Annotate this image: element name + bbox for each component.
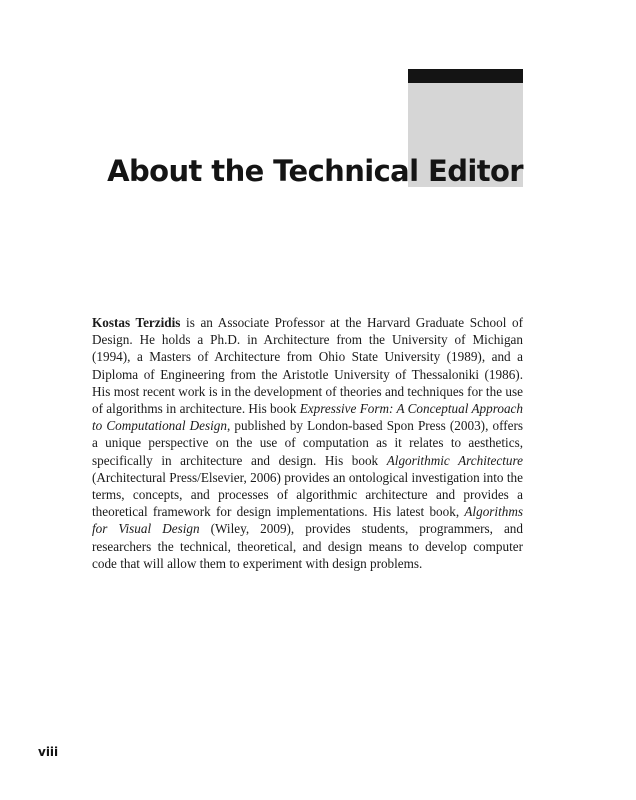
bio-text-3: (Architectural Press/Elsevier, 2006) provides an ontological investigation into the terms, concepts, and processes of algorithmic architecture and provides a theoretical framework for design implementations. His latest book, — [92, 469, 523, 520]
chapter-header-bar — [408, 69, 523, 83]
bio-book-3: Algorithms for Visual Design — [92, 504, 523, 537]
bio-book-1: Expressive Form: A Conceptual Approach to Computational Design — [92, 401, 523, 434]
chapter-title: About the Technical Editor — [107, 154, 523, 188]
bio-paragraph — [92, 314, 523, 572]
bio-book-2: Algorithmic Architecture — [386, 452, 523, 468]
page-number: viii — [38, 745, 59, 759]
bio-name: Kostas Terzidis — [92, 315, 181, 330]
bio-text-2: , published by London-based Spon Press (2003), offers a unique perspective on the use of computation as it relates to aesthetics, specifically in architecture and design. His book — [92, 418, 523, 468]
bio-text-1: is an Associate Professor at the Harvard Graduate School of Design. He holds a Ph.D. in Architecture from the University of Michigan (1994), a Masters of Architecture from Ohio State University (1989), and a Diploma of Engineering from the Aristotle University of Thessaloniki (1986). His most recent work is in the development of theories and techniques for the use of algorithms in architecture. His book — [92, 315, 523, 417]
bio-text-4: (Wiley, 2009), provides students, programmers, and researchers the technical, theoretical, and design means to develop computer code that will allow them to experiment with design problems. — [92, 521, 523, 571]
